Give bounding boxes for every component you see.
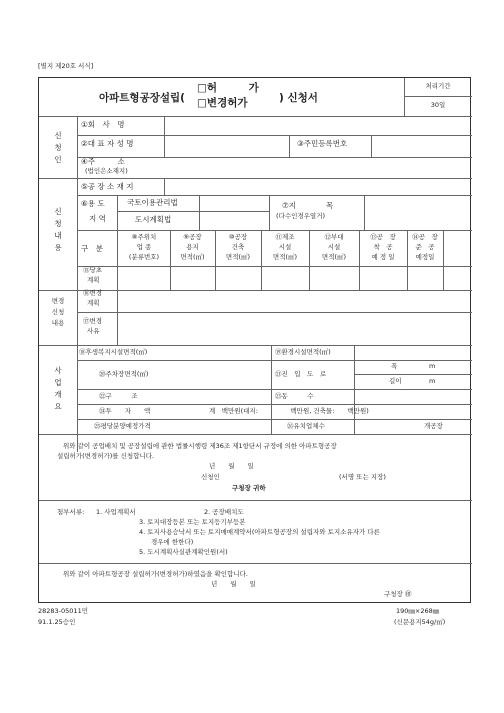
structure-label: ㉒구 조	[99, 392, 138, 400]
col-start-date-l3: 예 정 일	[371, 253, 395, 261]
col-manufacturing-area-l3: 면적(㎡)	[272, 253, 298, 261]
col-building-area-l2: 건축	[231, 243, 245, 251]
mayor-seal: 구청장 ㊞	[384, 590, 412, 598]
road-width-unit: m	[429, 362, 436, 370]
category-label: 구 분	[81, 244, 103, 253]
declaration-line1: 위와 같이 공업배치 및 공장설립에 관한 법률시행령 제36조 제1항단서 규정에 의한 아파트형공장	[63, 442, 337, 450]
title-option-change: □변경허가	[197, 97, 248, 109]
col-auxiliary-area-l2: 시설	[327, 243, 341, 251]
land-use-law: 국토이용관리법	[127, 198, 178, 207]
col-site-area-l2: 용지	[186, 243, 199, 251]
paper-type: (신문용지54g/㎡)	[394, 618, 446, 626]
occupant-count-unit: 개공장	[424, 422, 443, 430]
representative-label: ②대 표 자 성 명	[81, 139, 134, 148]
period-label: 처리기간	[425, 82, 451, 90]
form-number: [별지 제20호 서식]	[38, 62, 94, 70]
attachments-label: 첨부서류:	[57, 508, 85, 516]
welfare-area-label: ⑱후생복지시설면적(㎡)	[79, 348, 148, 356]
col-building-area-l1: ⑩공장	[228, 233, 248, 241]
attachment-item-5: 5. 도시계획사실관계확인원(서)	[139, 548, 228, 556]
title-prefix: 아파트형공장설립(	[99, 92, 185, 104]
road-length-unit: m	[429, 377, 436, 385]
business-section-label: 사 업 개 요	[54, 366, 62, 411]
sale-price-label: ㉕평당분양예정가격	[94, 422, 151, 430]
occupant-count-label: ㉖유치업체수	[287, 422, 325, 430]
environment-area-label: ⑲환경시설면적(㎡)	[275, 348, 331, 356]
change-plan-l2: 계획	[87, 299, 100, 307]
col-manufacturing-area-l2: 시설	[278, 243, 292, 251]
title-suffix: ) 신청서	[279, 92, 318, 104]
change-reason-l2: 사유	[87, 327, 100, 335]
original-plan-l2: 계획	[87, 276, 100, 284]
declaration-line2: 설립허가(변경허가)를 신청합니다.	[57, 452, 155, 460]
access-road-label: ㉑진 입 도 로	[275, 370, 327, 378]
signature-label: (서명 또는 지장)	[339, 473, 386, 481]
content-section-label: 신 청 내 용	[54, 207, 62, 252]
attachment-item-2: 2. 공장배치도	[204, 508, 244, 516]
address-sub-label: (법인은소재지)	[85, 167, 128, 175]
col-manufacturing-area-l1: ⑪제조	[275, 233, 295, 241]
col-industry-l3: (분류번호)	[128, 253, 160, 261]
col-completion-date-l3: 예정일	[415, 253, 435, 261]
col-site-area-l1: ⑨공장	[183, 233, 202, 241]
company-name-label: ①회 사 명	[81, 120, 125, 129]
col-auxiliary-area-l1: ⑫부대	[324, 233, 344, 241]
use-label: ⑥용 도	[81, 199, 105, 208]
col-industry-l1: ⑧주위치	[131, 233, 157, 241]
col-site-area-l3: 면적(㎡)	[180, 253, 205, 261]
attachment-item-4-cont: 경우에 한한다)	[151, 538, 194, 546]
col-industry-l2: 업 종	[136, 243, 152, 251]
col-start-date-l2: 착 공	[373, 243, 393, 251]
applicant-label: 신청인	[201, 473, 220, 481]
land-category-label: ⑦지 목	[282, 201, 334, 210]
col-start-date-l1: ⑬공 장	[370, 233, 396, 241]
col-completion-date-l1: ⑭공 장	[412, 233, 438, 241]
original-plan-l1: ⑮당초	[83, 266, 103, 274]
change-section-label: 변경 신청 내용	[51, 297, 65, 327]
parking-area-label: ⑳주차장면적(㎡)	[99, 370, 149, 378]
factory-site-label: ⑤공 장 소 재 지	[81, 182, 134, 191]
address-label: ④주 소	[81, 157, 125, 166]
change-plan-l1: ⑯변경	[83, 289, 103, 297]
registration-number-label: ③주민등록번호	[297, 139, 348, 148]
investment-label: ㉔투 자 액	[99, 407, 151, 415]
investment-detail: 계 백만원(대지: 백만원, 건축물: 백만원)	[209, 407, 369, 415]
title-option-permit: □허 가	[197, 82, 259, 94]
attachment-item-4: 4. 토지사용승낙서 또는 토지매매계약서(아파트형공장의 설립자와 토지소유자가 다른	[139, 528, 380, 536]
recipient-label: 구청장 귀하	[232, 484, 266, 492]
applicant-section-label: 신 청 인	[54, 131, 62, 164]
floors-label: ㉓동 수	[275, 392, 314, 400]
confirmation-text: 위와 같이 아파트형공장 설립허가(변경허가)하였음을 확인합니다.	[63, 570, 248, 578]
zone-label: 지 역	[89, 214, 106, 223]
form-code: 28283-05011민	[38, 607, 88, 615]
col-completion-date-l2: 준 공	[415, 243, 435, 251]
attachment-item-3: 3. 토지대장등본 또는 토지등기부등본	[139, 518, 246, 526]
road-length-label: 길이	[389, 377, 402, 385]
period-value: 30일	[430, 101, 446, 109]
paper-size: 190㎜×268㎜	[396, 607, 440, 615]
col-auxiliary-area-l3: 면적(㎡)	[321, 253, 347, 261]
approval-date: 91.1.25승인	[38, 618, 76, 626]
attachment-item-1: 1. 사업계획서	[96, 508, 136, 516]
col-building-area-l3: 면적(㎡)	[225, 253, 251, 261]
change-reason-l1: ⑰변경	[83, 317, 103, 325]
application-form	[38, 77, 471, 603]
declaration-date: 년 월 일	[209, 462, 254, 470]
city-planning-law: 도시계획법	[135, 215, 172, 224]
road-width-label: 폭	[391, 362, 398, 370]
land-category-sub-label: (다수인경우열거)	[276, 212, 326, 220]
confirmation-date: 년 월 일	[211, 580, 256, 588]
